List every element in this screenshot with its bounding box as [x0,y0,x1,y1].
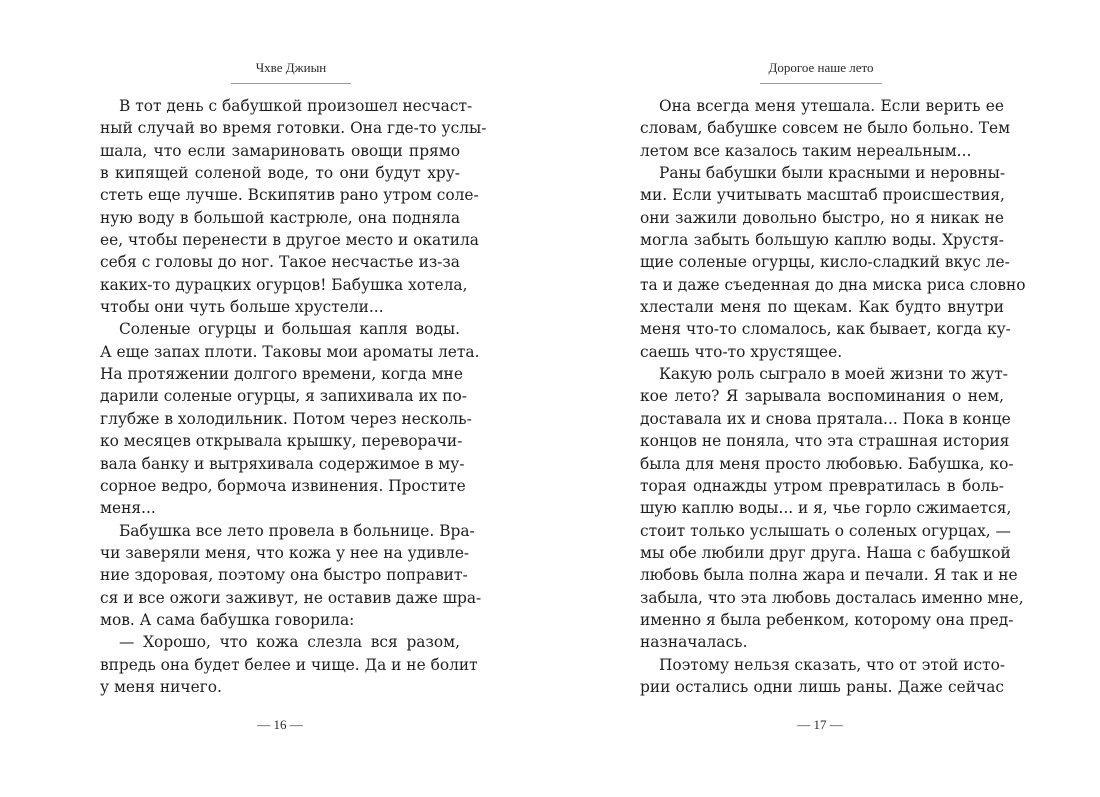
text-line: — Хорошо, что кожа слезла вся разом, [119,633,460,652]
text-line: именно я была ребенком, которому она пред- [640,610,1014,629]
text-line: они зажили довольно быстро, но я никак не [640,208,1004,227]
text-line: кое лето? Я зарывала воспоминания о нем, [640,387,1004,406]
text-line: та и даже съеденная до дна миска риса словно [640,275,1026,294]
text-line: мы обе любили друг друга. Наша с бабушкой [640,543,1011,562]
text-line: шала, что если замариновать овощи прямо [100,141,460,160]
right-page [550,0,1100,797]
text-line: щие соленые огурцы, кисло-сладкий вкус ле- [640,253,1010,272]
text-line: меня что-то сломалось, как бывает, когда ку- [640,320,1011,339]
text-line: любовь была полна жара и печали. Я так и не [640,566,1018,585]
text-line: ный случай во время готовки. Она где-то услы- [100,119,487,138]
text-line: была для меня просто любовью. Бабушка, ко- [640,454,1014,473]
running-head-title: Дорогое наше лето [768,60,874,75]
text-line: в кипящей соленой воде, то они будут хру- [100,164,460,183]
text-line: саешь что-то хрустящее. [640,342,843,361]
text-line: доставала их и снова прятала... Пока в конце [640,409,1011,428]
text-line: шую каплю воды... и я, чье горло сжимается, [640,499,1012,518]
text-line: каких-то дурацких огурцов! Бабушка хотела, [100,275,468,294]
text-line: могла забыть большую каплю воды. Хрустя- [640,231,1004,250]
text-line: ся и все ожоги заживут, не оставив даже шра- [100,588,482,607]
text-line: глубже в холодильник. Потом через несколь- [100,409,472,428]
text-line: На протяжении долгого времени, когда мне [100,365,463,384]
text-line: ние здоровая, поэтому она быстро поправит- [100,566,468,585]
text-line: Бабушка все лето провела в больнице. Вра- [119,521,475,540]
text-line: торая однажды утром превратилась в боль- [640,476,1004,495]
text-line: ную воду в большой кастрюле, она подняла [100,208,460,227]
text-line: летом все казалось таким нереальным... [640,141,972,160]
header-rule [760,83,882,84]
text-line: ми. Если учитывать масштаб происшествия, [640,186,1005,205]
text-line: В тот день с бабушкой произошел несчаст- [119,97,473,115]
text-line: ко месяцев открывала крышку, переворачи- [100,432,463,451]
body-text [100,95,487,698]
text-line: себя с головы до ног. Такое несчастье из-за [100,253,460,272]
text-line: чтобы они чуть больше хрустели... [100,298,384,317]
text-line: рии остались одни лишь раны. Даже сейчас [640,677,1004,696]
text-line: вала банку и вытряхивала содержимое в му- [100,454,465,473]
text-line: А еще запах плоти. Таковы мои ароматы лета. [100,342,480,361]
page-number: — 16 — [257,717,303,732]
text-line: Поэтому нельзя сказать, что от этой исто- [659,655,1006,674]
text-line: дарили соленые огурцы, я запихивала их по- [100,387,468,406]
text-line: меня... [100,499,156,518]
header-rule [231,83,351,84]
text-line: впредь она будет белее и чище. Да и не болит [100,655,478,674]
text-line: забыла, что эта любовь досталась именно мне, [640,588,1024,607]
text-line: стоит только услышать о соленых огурцах, — [640,521,1011,540]
text-line: стеть еще лучше. Вскипятив рано утром соле- [100,186,479,205]
text-line: у меня ничего. [100,677,222,696]
body-text [640,95,1026,698]
page-number: — 17 — [797,717,843,732]
text-line: Раны бабушки были красными и неровны- [659,164,1006,183]
text-line: сорное ведро, бормоча извинения. Простите [100,476,466,495]
text-line: Она всегда меня утешала. Если верить ее [659,97,1004,115]
text-line: мов. А сама бабушка говорила: [100,610,355,629]
text-line: назначалась. [640,633,748,652]
text-line: ее, чтобы перенести в другое место и окатила [100,231,479,250]
text-line: словам, бабушке совсем не было больно. Тем [640,119,1011,138]
text-line: хлестали меня по щекам. Как будто внутри [640,298,1004,317]
text-line: чи заверяли меня, что кожа у нее на удивле- [100,543,470,562]
text-line: Соленые огурцы и большая капля воды. [119,320,460,339]
text-line: концов не поняла, что эта страшная история [640,432,1010,451]
running-head-author: Чхве Джиын [255,60,327,75]
text-line: Какую роль сыграло в моей жизни то жут- [659,365,1008,384]
